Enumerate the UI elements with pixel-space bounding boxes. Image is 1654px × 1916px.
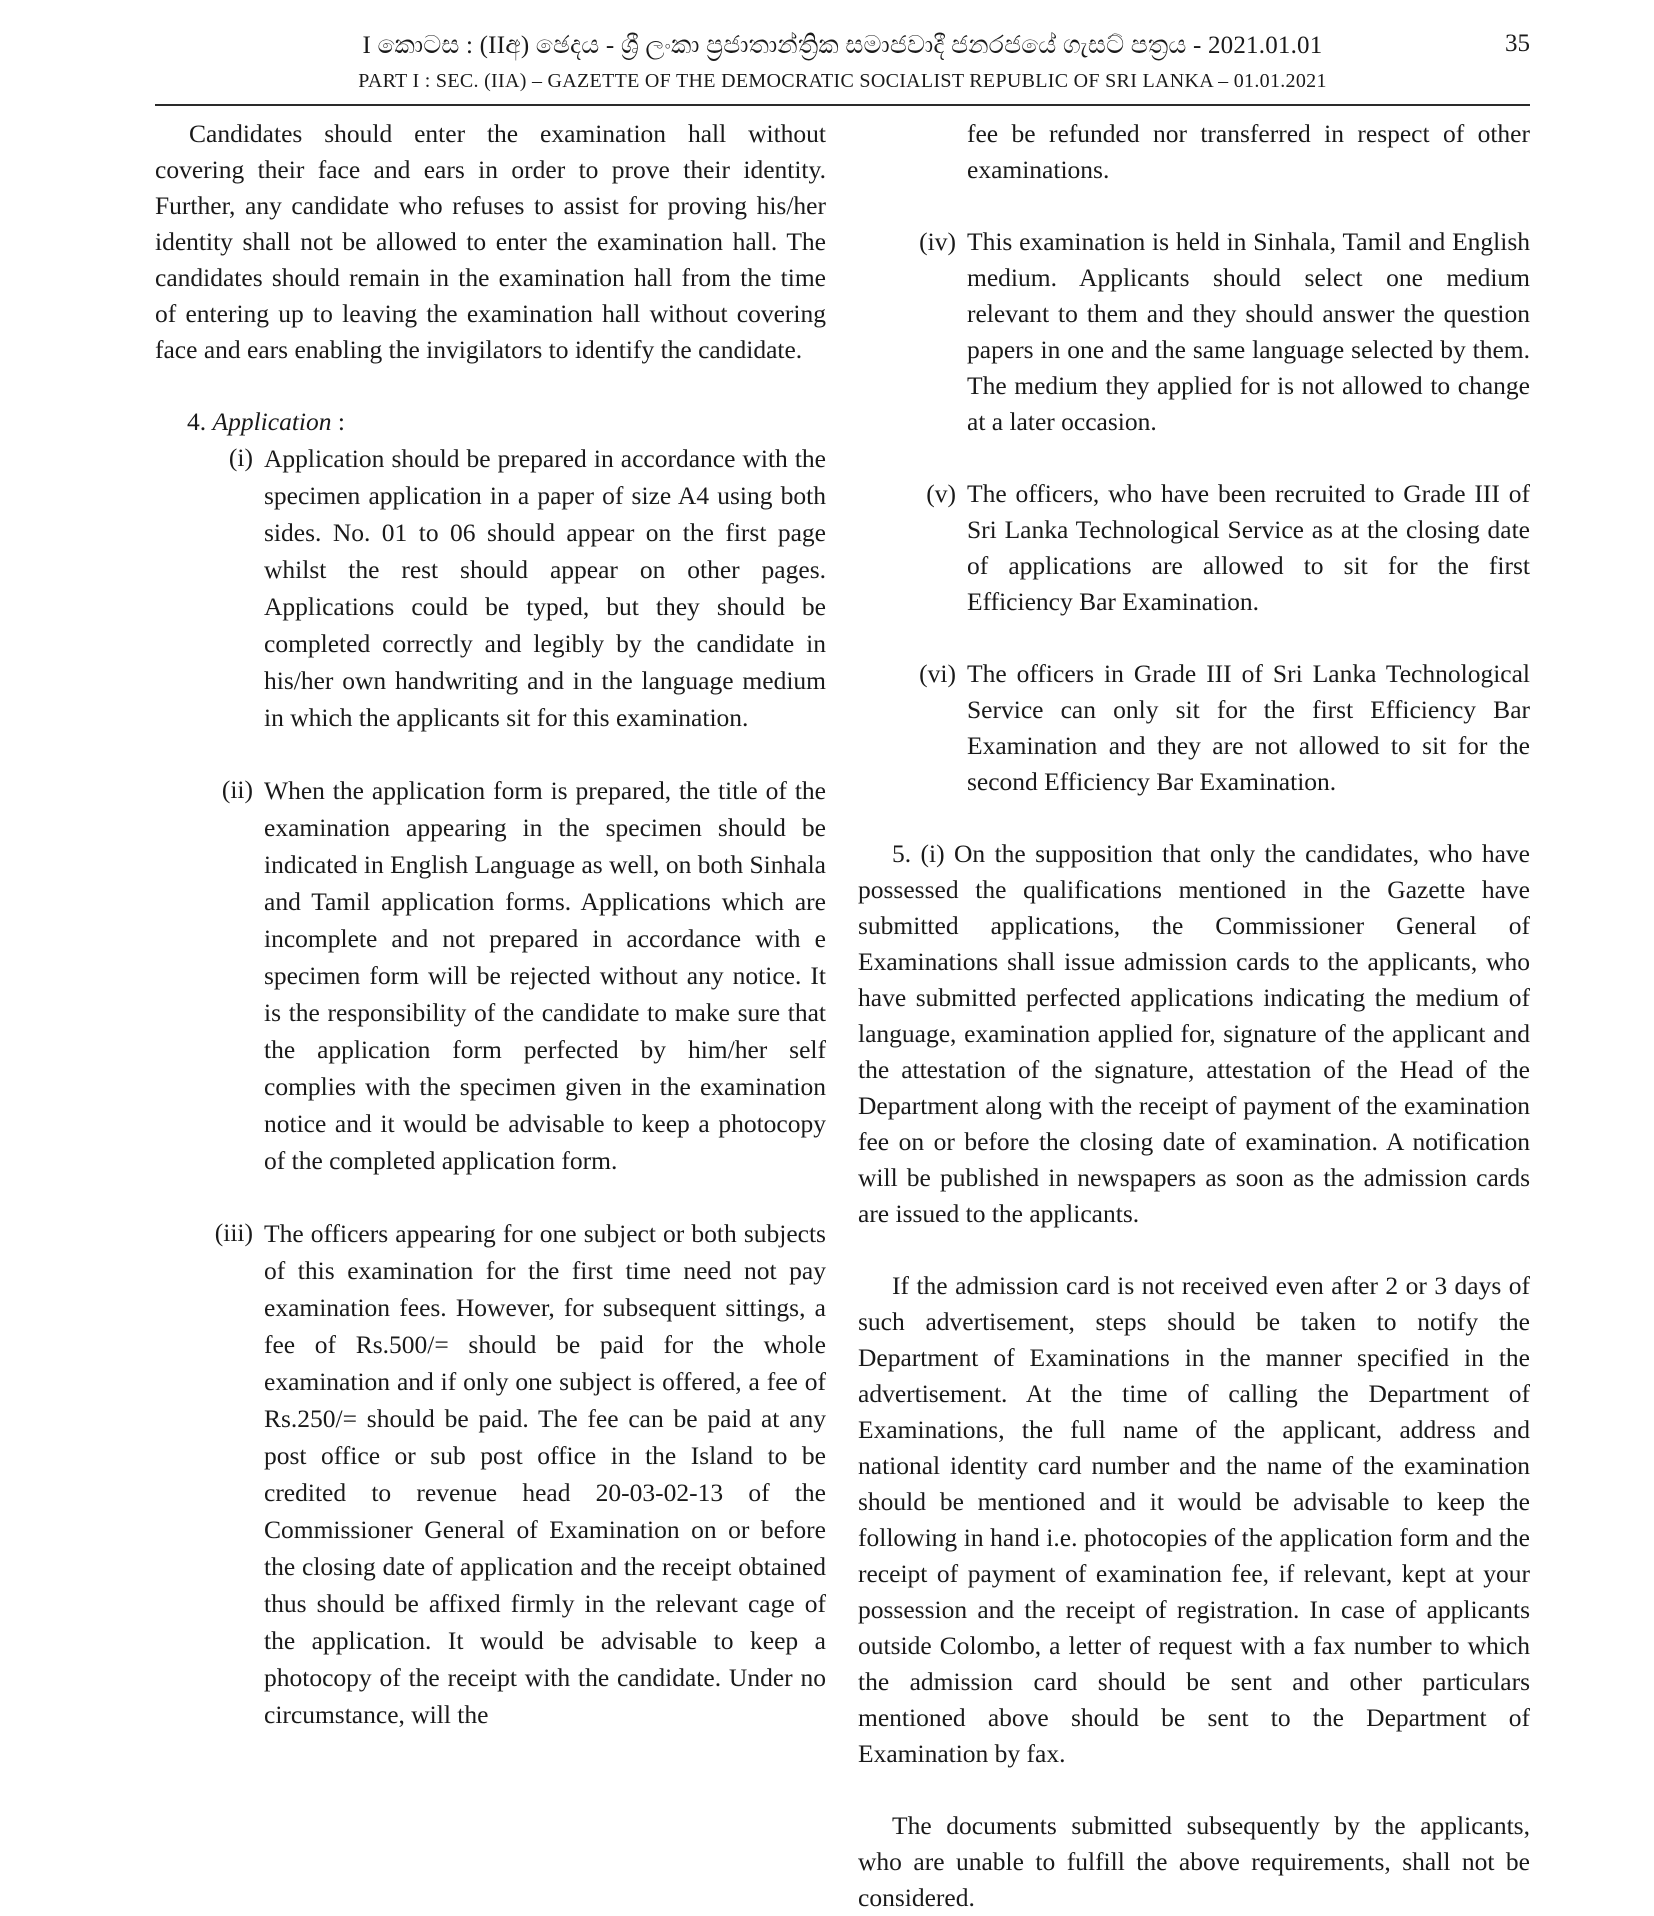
list-item [858, 656, 1530, 800]
section-number: 4. [187, 407, 207, 436]
section-heading-application [155, 404, 826, 440]
header-english-title: PART I : SEC. (IIA) – GAZETTE OF THE DEMOCRATIC SOCIALIST REPUBLIC OF SRI LANKA – 01.01.2021 [358, 70, 1327, 92]
list-item-text: Application should be prepared in accordance with the specimen application in a paper of size A4 using both sides. No. 01 to 06 should appear on the first page whilst the rest should appear on other pages. Applications could be typed, but they should be completed correctly and legibly by the candidate in his/her own handwriting and in the language medium in which the applicants sit for this examination. [264, 444, 826, 732]
gazette-header [155, 28, 1530, 106]
list-item-continuation [858, 116, 1530, 188]
list-item-number: (i) [228, 443, 253, 472]
list-item-text: The officers appearing for one subject or both subjects of this examination for the first time need not pay examination fees. However, for subsequent sittings, a fee of Rs.500/= should be paid for the whole examination and if only one subject is offered, a fee of Rs.250/= should be paid. The fee can be paid at any post office or sub post office in the Island to be credited to revenue head 20-03-02-13 of the Commissioner General of Examination on or before the closing date of application and the receipt obtained thus should be affixed firmly in the relevant cage of the application. It would be advisable to keep a photocopy of the receipt with the candidate. Under no circumstance, will the [264, 1219, 826, 1729]
list-item-text: The officers, who have been recruited to Grade III of Sri Lanka Technological Service as at the closing date of applications are allowed to sit for the first Efficiency Bar Examination. [967, 479, 1530, 616]
list-item [858, 224, 1530, 440]
list-item-text: This examination is held in Sinhala, Tamil and English medium. Applicants should select one medium relevant to them and they should answer the question papers in one and the same language selected by them. The medium they applied for is not allowed to change at a later occasion. [967, 227, 1530, 436]
list-item [155, 772, 826, 1179]
page-number: 35 [1505, 30, 1530, 57]
list-item [155, 440, 826, 736]
paragraph-5-admission-cards: 5. (i) On the supposition that only the candidates, who have possessed the qualifications mentioned in the Gazette have submitted applications, the Commissioner General of Examinations shall issue admission cards to the applicants, who have submitted perfected applications indicating the medium of language, examination applied for, signature of the applicant and the attestation of the signature, attestation of the Head of the Department along with the receipt of payment of the examination fee on or before the closing date of examination. A notification will be published in newspapers as soon as the admission cards are issued to the applicants. [858, 839, 1530, 1228]
section-title: Application [212, 407, 332, 436]
paragraph-subsequent-documents: The documents submitted subsequently by the applicants, who are unable to fulfill the above requirements, shall not be considered. [858, 1811, 1530, 1912]
list-item-number: (iv) [919, 227, 956, 256]
list-item [858, 476, 1530, 620]
left-column [155, 116, 826, 1769]
header-sinhala-title: I කොටස : (IIඅ) ඡෙදය - ශ්‍රී ලංකා ප්‍රජාතාන්ත්‍රික සමාජවාදී ජනරජයේ ගැසට් පත්‍රය - 2021.01.01 [362, 32, 1323, 59]
list-item [155, 1215, 826, 1733]
right-column [858, 116, 1530, 1916]
list-item-text: When the application form is prepared, the title of the examination appearing in the specimen should be indicated in English Language as well, on both Sinhala and Tamil application forms. Applications which are incomplete and not prepared in accordance with e specimen form will be rejected without any notice. It is the responsibility of the candidate to make sure that the application form perfected by him/her self complies with the specimen given in the examination notice and it would be advisable to keep a photocopy of the completed application form. [264, 776, 826, 1175]
list-item-number: (v) [926, 479, 956, 508]
list-item-text: The officers in Grade III of Sri Lanka Technological Service can only sit for the first Efficiency Bar Examination and they are not allowed to sit for the second Efficiency Bar Examination. [967, 659, 1530, 796]
section-colon: : [331, 407, 345, 436]
list-item-text: fee be refunded nor transferred in respect of other examinations. [967, 119, 1530, 184]
list-item-number: (iii) [214, 1218, 253, 1247]
paragraph-admission-not-received: If the admission card is not received even after 2 or 3 days of such advertisement, steps should be taken to notify the Department of Examinations in the manner specified in the advertisement. At the time of calling the Department of Examinations, the full name of the applicant, address and national identity card number and the name of the examination should be mentioned and it would be advisable to keep the following in hand i.e. photocopies of the application form and the receipt of payment of examination fee, if relevant, kept at your possession and the receipt of registration. In case of applicants outside Colombo, a letter of request with a fax number to which the admission card should be sent and other particulars mentioned above should be sent to the Department of Examination by fax. [858, 1271, 1530, 1768]
list-item-number: (vi) [919, 659, 956, 688]
identity-paragraph: Candidates should enter the examination hall without covering their face and ears in order to prove their identity. Further, any candidate who refuses to assist for proving his/her identity shall not be allowed to enter the examination hall. The candidates should remain in the examination hall from the time of entering up to leaving the examination hall without covering face and ears enabling the invigilators to identify the candidate. [155, 119, 826, 364]
list-item-number: (ii) [221, 775, 253, 804]
